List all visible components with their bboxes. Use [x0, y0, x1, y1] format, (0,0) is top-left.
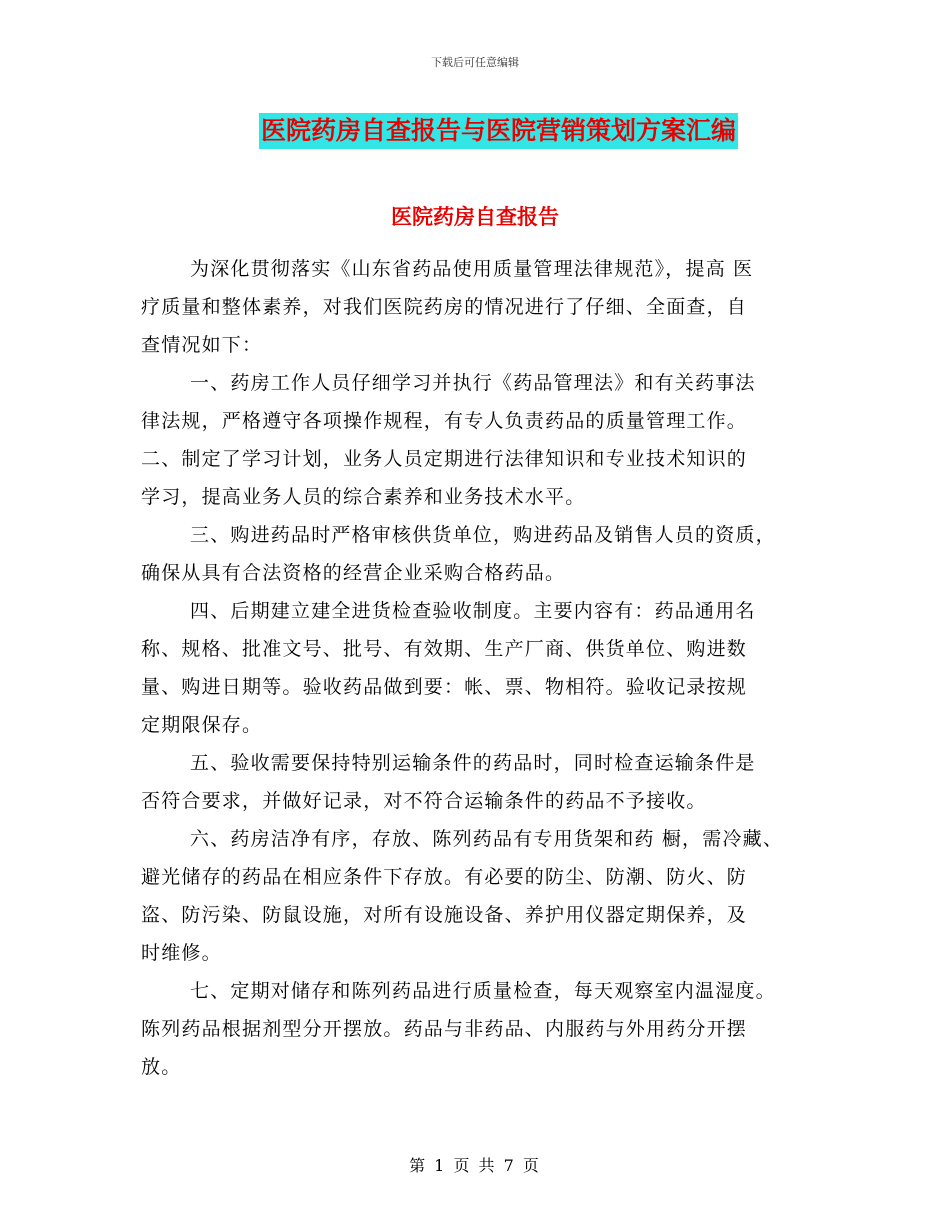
paragraph-line: 避光储存的药品在相应条件下存放。有必要的防尘、防潮、防火、防: [141, 866, 748, 888]
paragraph-line: 疗质量和整体素养，对我们医院药房的情况进行了仔细、全面查，自: [141, 296, 748, 318]
paragraph-line: 律法规，严格遵守各项操作规程，有专人负责药品的质量管理工作。: [141, 410, 748, 432]
paragraph-line: 一、药房工作人员仔细学习并执行《药品管理法》和有关药事法: [190, 372, 756, 394]
paragraph-line: 二、制定了学习计划，业务人员定期进行法律知识和专业技术知识的: [141, 448, 748, 470]
paragraph-line: 称、规格、批准文号、批号、有效期、生产厂商、供货单位、购进数: [141, 638, 748, 660]
paragraph-line: 定期限保存。: [141, 714, 263, 736]
paragraph-line: 确保从具有合法资格的经营企业采购合格药品。: [141, 562, 566, 584]
section-title: 医院药房自查报告: [391, 205, 559, 229]
paragraph-line: 量、购进日期等。验收药品做到要：帐、票、物相符。验收记录按规: [141, 676, 748, 698]
header-note: 下载后可任意编辑: [431, 56, 519, 69]
main-title-container: [0, 113, 950, 149]
paragraph-line: 六、药房洁净有序，存放、陈列药品有专用货架和药 橱，需冷藏、: [190, 828, 784, 850]
paragraph-line: 放。: [141, 1056, 182, 1078]
paragraph-line: 五、验收需要保持特别运输条件的药品时，同时检查运输条件是: [190, 752, 756, 774]
paragraph-line: 否符合要求，并做好记录，对不符合运输条件的药品不予接收。: [141, 790, 707, 812]
paragraph-line: 为深化贯彻落实《山东省药品使用质量管理法律规范》，提高 医: [190, 258, 754, 280]
paragraph-line: 学习，提高业务人员的综合素养和业务技术水平。: [141, 486, 586, 508]
paragraph-line: 盗、防污染、防鼠设施，对所有设施设备、养护用仪器定期保养，及: [141, 904, 748, 926]
paragraph-line: 三、购进药品时严格审核供货单位，购进药品及销售人员的资质，: [190, 524, 776, 546]
paragraph-line: 七、定期对储存和陈列药品进行质量检查，每天观察室内温湿度。: [190, 980, 776, 1002]
document-body: [141, 250, 821, 1086]
document-title: 医院药房自查报告与医院营销策划方案汇编: [259, 113, 738, 149]
paragraph-line: 四、后期建立建全进货检查验收制度。主要内容有：药品通用名: [190, 600, 756, 622]
paragraph-line: 陈列药品根据剂型分开摆放。药品与非药品、内服药与外用药分开摆: [141, 1018, 748, 1040]
paragraph-line: 时维修。: [141, 942, 222, 964]
page-number: 第 1 页 共 7 页: [409, 1156, 541, 1175]
paragraph-line: 查情况如下：: [141, 334, 263, 356]
